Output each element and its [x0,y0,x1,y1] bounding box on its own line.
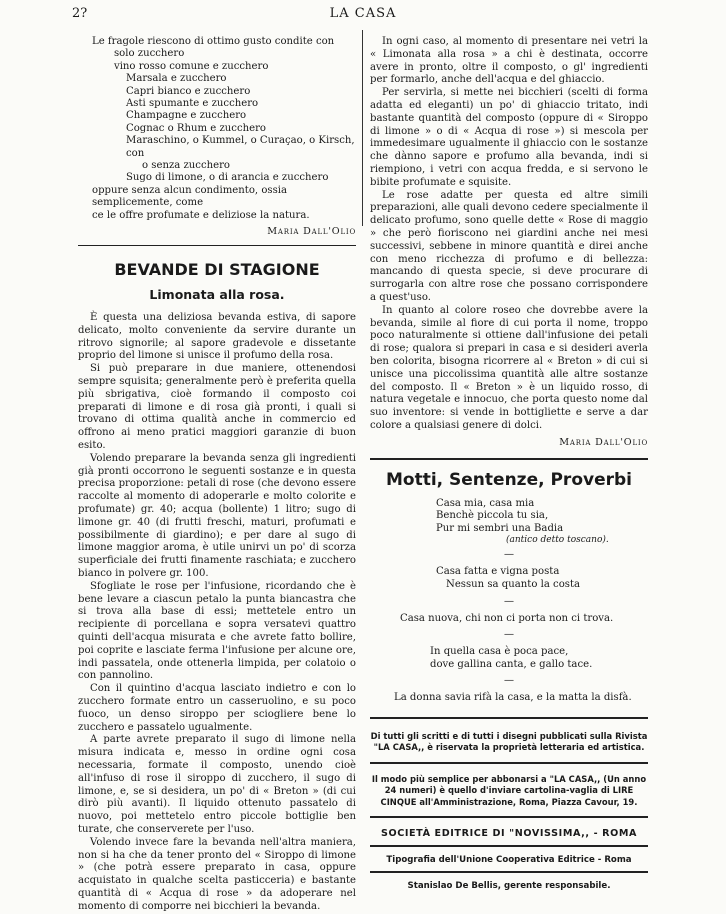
manager: Stanislao De Bellis, gerente responsabile. [407,881,611,892]
section-divider [370,458,648,460]
column-divider [362,30,363,226]
list-line: solo zucchero [114,48,185,60]
article-paragraph: Volendo invece fare la bevanda nell'altra maniera, non si ha che da tener pronto del « Siroppo di limone » (che potrà essere preparato in casa, oppure acquistato in qualche scelta pasticceria) e bastante quantità di « Acqua di rose » da adoperare nel momento di comporre nei bicchieri la bevanda. [78,836,356,912]
printer: Tipografia dell'Unione Cooperativa Editrice - Roma [386,855,632,866]
section-divider [370,816,648,818]
proverb [370,613,648,626]
article-paragraph: In quanto al colore roseo che dovrebbe avere la bevanda, simile al fiore di cui porta il nome, troppo poco naturalmente si ottiene dall'infusione dei petali di rose; qualora si prepari in casa e si desideri averla ben colorita, bisogna ricorrere al « Breton » di cui si unisce una piccolissima quantità alle altre sostanze del composto. Il « Breton » è un liquido rosso, di natura vegetale e innocuo, che porta questo nome dal suo inventore: si vende in bottigliette e serve a dar colore a qualsiasi genere di dolci. [370,304,648,431]
proverb [370,566,648,591]
list-line: o senza zucchero [142,160,230,172]
page-number: 2? [72,6,88,21]
article-paragraph: A parte avrete preparato il sugo di limone nella misura indicata e, messo in ordine ogni cosa necessaria, formate il composto, unendo cioè all'infuso di rose il siroppo di zucchero, il sugo di limone, e, se si desidera, un po' di « Breton » (di cui dirò più avanti). Il liquido ottenuto passatelo di nuovo, poi mettetelo entro piccole bottiglie ben turate, che conserverete per l'uso. [78,734,356,835]
list-line: Maraschino, o Kummel, o Curaçao, o Kirsch, con [126,135,355,159]
strawberry-list [78,36,356,222]
list-line: Cognac o Rhum e zucchero [126,122,266,134]
separator: — [504,549,514,561]
proverb [370,692,648,705]
publisher: SOCIETÀ EDITRICE DI "NOVISSIMA,, - ROMA [380,828,638,840]
section-divider [370,717,648,719]
rights-notice: Di tutti gli scritti e di tutti i disegni pubblicati sulla Rivista "LA CASA,, è riservata la proprietà letteraria ed artistica. [370,731,648,753]
article-paragraph: Volendo preparare la bevanda senza gli ingredienti già pronti occorrono le seguenti sostanze e in questa precisa proporzione: petali di rose (che devono essere raccolte al momento di adoperarle e molto colorite e profumate) gr. 40; acqua (bollente) 1 litro; sugo di limone gr. 40 (di frutti freschi, maturi, profumati e possibilmente di giardino); e per dare al sugo di limone maggior aroma, è utile unirvi un po' di scorza superficiale dei frutti finamente raschiata; e zucchero bianco in polvere gr. 100. [78,452,356,580]
proverb-line: Nessun sa quanto la costa [446,579,581,591]
proverb-line: Casa mia, casa mia [436,497,535,509]
running-title: LA CASA [329,6,397,21]
proverbs-title: Motti, Sentenze, Proverbi [385,469,632,490]
separator: — [504,595,514,607]
proverb-line: Pur mi sembri una Badia [436,522,564,534]
article-paragraph: In ogni caso, al momento di presentare nei vetri la « Limonata alla rosa » a chi è destinata, occorre avere in pronto, oltre il composto, o gl' ingredienti per formarlo, anche dell'acqua e del ghiaccio. [370,36,648,86]
left-column [78,36,356,914]
list-line: Sugo di limone, o di arancia e zucchero [126,172,329,184]
proverb-note: (antico detto toscano). [506,535,609,546]
list-line: Marsala e zucchero [126,73,227,85]
proverb-line: Casa nuova, chi non ci porta non ci trova. [400,612,614,624]
list-line: ce le offre profumate e deliziose la natura. [92,209,310,221]
subscription-notice: Il modo più semplice per abbonarsi a "LA CASA,, (Un anno 24 numeri) è quello d'inviare cartolina-vaglia di LIRE CINQUE all'Amministrazione, Roma, Piazza Cavour, 19. [371,773,647,807]
right-column [370,36,648,891]
list-line: Le fragole riescono di ottimo gusto condite con [92,36,335,47]
separator: — [504,675,514,687]
list-line: Asti spumante e zucchero [126,98,259,110]
proverb-line: In quella casa è poca pace, [430,646,569,658]
proverb-line: Casa fatta e vigna posta [436,566,560,578]
article-paragraph: Le rose adatte per questa ed altre simili preparazioni, alle quali devono cedere specialmente il delicato profumo, sono quelle dette « Rose di maggio » che però fioriscono nei giardini anche nei mesi successivi, sebbene in minore quantità e direi anche con meno ricchezza di profumo e di bellezza: mancando di questa specie, si deve procurare di surrogarla con altre rose che possano corrispondere a quest'uso. [370,189,648,303]
proverb [370,498,648,546]
section-divider [370,845,648,847]
list-line: vino rosso comune e zucchero [114,60,269,72]
proverb-line: dove gallina canta, e gallo tace. [430,658,593,670]
section-divider [78,245,356,246]
article-subtitle: Limonata alla rosa. [149,287,285,303]
proverb-line: La donna savia rifà la casa, e la matta la disfà. [394,692,632,704]
list-line: Capri bianco e zucchero [126,85,251,97]
article-paragraph: Con il quintino d'acqua lasciato indietro e con lo zucchero formate entro un casseruolino, e su poco fuoco, un denso siroppo per sciogliere bene lo zucchero e passatelo ugualmente. [78,683,356,733]
section-divider [370,871,648,873]
article-paragraph: Si può preparare in due maniere, ottenendosi sempre squisita; generalmente però è preferita quella più sbrigativa, cioè formando il composto coi preparati di limone e di rosa già pronti, i quali si trovano di ottima qualità anche in commercio ed offrono ai meno pratici maggiori garanzie di buon esito. [78,363,356,452]
article-paragraph: Sfogliate le rose per l'infusione, ricordando che è bene levare a ciascun petalo la punta biancastra che si trova alla base di essi; mettetele entro un recipiente di porcellana e sopra versatevi quattro quinti dell'acqua misurata e che avrete fatto bollire, poi coprite e lasciate ferma l'infusione per alcune ore, indi passatela, onde ottenerla limpida, per colatoio o con pannolino. [78,580,356,682]
author-signature: Maria Dall'Olio [559,436,648,448]
list-line: Champagne e zucchero [126,110,247,122]
separator: — [504,629,514,641]
section-divider [370,762,648,764]
proverb-line: Benchè piccola tu sia, [436,510,549,522]
author-signature: Maria Dall'Olio [267,226,356,238]
proverb [370,646,648,671]
article-paragraph: È questa una deliziosa bevanda estiva, di sapore delicato, molto conveniente da servire durante un ritrovo signorile; al sapore gradevole e dissetante proprio del limone si unisce il profumo della rosa. [78,312,356,362]
list-line: oppure senza alcun condimento, ossia semplicemente, come [92,184,288,209]
article-paragraph: Per servirla, si mette nei bicchieri (scelti di forma adatta ed eleganti) un po' di ghiaccio tritato, indi bastante quantità del composto (oppure di « Siroppo di limone » o di « Acqua di rose ») si mescola per immedesimare ugualmente il ghiaccio con le sostanze che dànno sapore e profumo alla bevanda, indi si riempiono, i vetri con acqua fredda, e si servono le bibite profumate e squisite. [370,87,648,188]
section-title: BEVANDE DI STAGIONE [114,260,320,280]
